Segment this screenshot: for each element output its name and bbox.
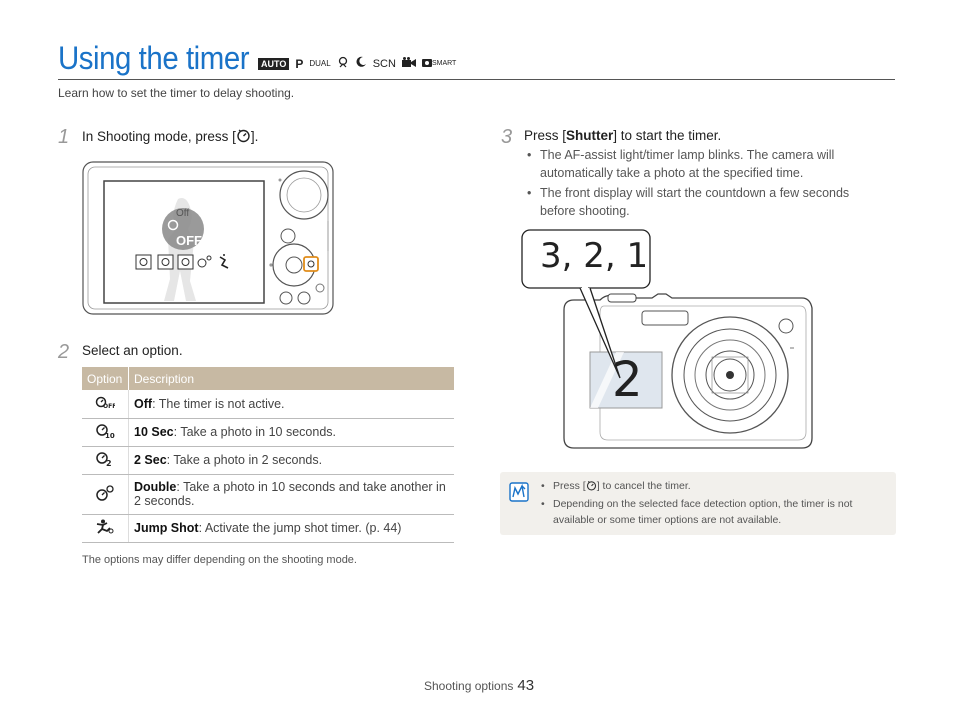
svg-text:OFF: OFF xyxy=(103,403,115,410)
camera-back-illustration xyxy=(82,161,334,320)
step-3-text: Press [Shutter] to start the timer. xyxy=(524,128,722,143)
option-name: 10 Sec xyxy=(134,425,174,439)
option-name: Off xyxy=(134,396,153,411)
option-description: : Take a photo in 10 seconds. xyxy=(173,425,337,439)
footer-section: Shooting options xyxy=(424,679,514,693)
table-row xyxy=(82,390,454,418)
option-name: 2 Sec xyxy=(134,453,167,467)
step-2-number: 2 xyxy=(58,341,70,363)
option-description: : Take a photo in 10 seconds and take another in 2 seconds. xyxy=(134,480,446,508)
program-mode-icon: P xyxy=(295,56,304,71)
option-name: Double xyxy=(134,480,177,494)
header-rule xyxy=(58,79,895,80)
timer-button-icon xyxy=(586,480,597,496)
list-item: • Press [ ] to cancel the timer. xyxy=(541,478,881,496)
step-1-number: 1 xyxy=(58,126,70,148)
countdown-bubble-text: 3, 2, 1 xyxy=(540,236,649,276)
option-description: : Activate the jump shot timer. (p. 44) xyxy=(198,521,402,535)
step-1-text: In Shooting mode, press [ ]. xyxy=(82,129,259,144)
svg-text:10: 10 xyxy=(105,431,115,439)
option-name: Jump Shot xyxy=(134,521,199,535)
note-text xyxy=(541,478,881,528)
night-mode-icon xyxy=(355,56,367,71)
timer-double-icon xyxy=(82,474,129,514)
camera-front-illustration xyxy=(520,228,816,457)
page-footer xyxy=(424,677,534,694)
table-row xyxy=(82,514,454,542)
options-header-option: Option xyxy=(82,367,129,390)
screen-off-icon-text: OFF xyxy=(176,233,202,248)
front-display-digit: 2 xyxy=(612,352,643,408)
step-2-text: Select an option. xyxy=(82,343,183,358)
table-row xyxy=(82,474,454,514)
option-description: : Take a photo in 2 seconds. xyxy=(166,453,323,467)
note-icon xyxy=(509,482,529,507)
options-header-description: Description xyxy=(129,367,455,390)
dual-is-mode-icon: DUAL xyxy=(309,59,331,68)
shutter-label: Shutter xyxy=(566,128,614,143)
timer-off-icon xyxy=(82,390,129,418)
shooting-mode-icons xyxy=(258,56,456,71)
step-3-number: 3 xyxy=(501,126,513,148)
scene-mode-icon: SCN xyxy=(372,57,396,70)
timer-2-icon xyxy=(82,446,129,474)
list-item: • The front display will start the countdown a few seconds before shooting. xyxy=(524,184,874,220)
list-item: • The AF-assist light/timer lamp blinks. The camera will automatically take a photo at the specified time. xyxy=(524,146,874,182)
movie-mode-icon xyxy=(402,57,416,71)
option-description: : The timer is not active. xyxy=(152,396,285,411)
smart-auto-mode-icon: SMART xyxy=(422,60,456,67)
timer-10-icon xyxy=(82,418,129,446)
screen-off-label: Off xyxy=(176,208,190,219)
jump-shot-icon xyxy=(82,514,129,542)
timer-button-icon xyxy=(236,128,251,146)
page-title: Using the timer xyxy=(58,40,250,76)
svg-text:2: 2 xyxy=(106,458,112,467)
table-row xyxy=(82,446,454,474)
list-item: • Depending on the selected face detection option, the timer is not available or some timer options are not available. xyxy=(541,498,853,526)
table-footnote: The options may differ depending on the shooting mode. xyxy=(82,554,357,566)
auto-mode-icon: AUTO xyxy=(258,58,289,70)
table-row xyxy=(82,418,454,446)
page-subtitle: Learn how to set the timer to delay shooting. xyxy=(58,86,295,100)
beauty-shot-mode-icon xyxy=(337,56,349,71)
options-table-wrapper xyxy=(82,367,454,543)
step-3-bullets xyxy=(524,146,874,222)
page-number: 43 xyxy=(517,677,535,694)
options-table xyxy=(82,367,454,543)
